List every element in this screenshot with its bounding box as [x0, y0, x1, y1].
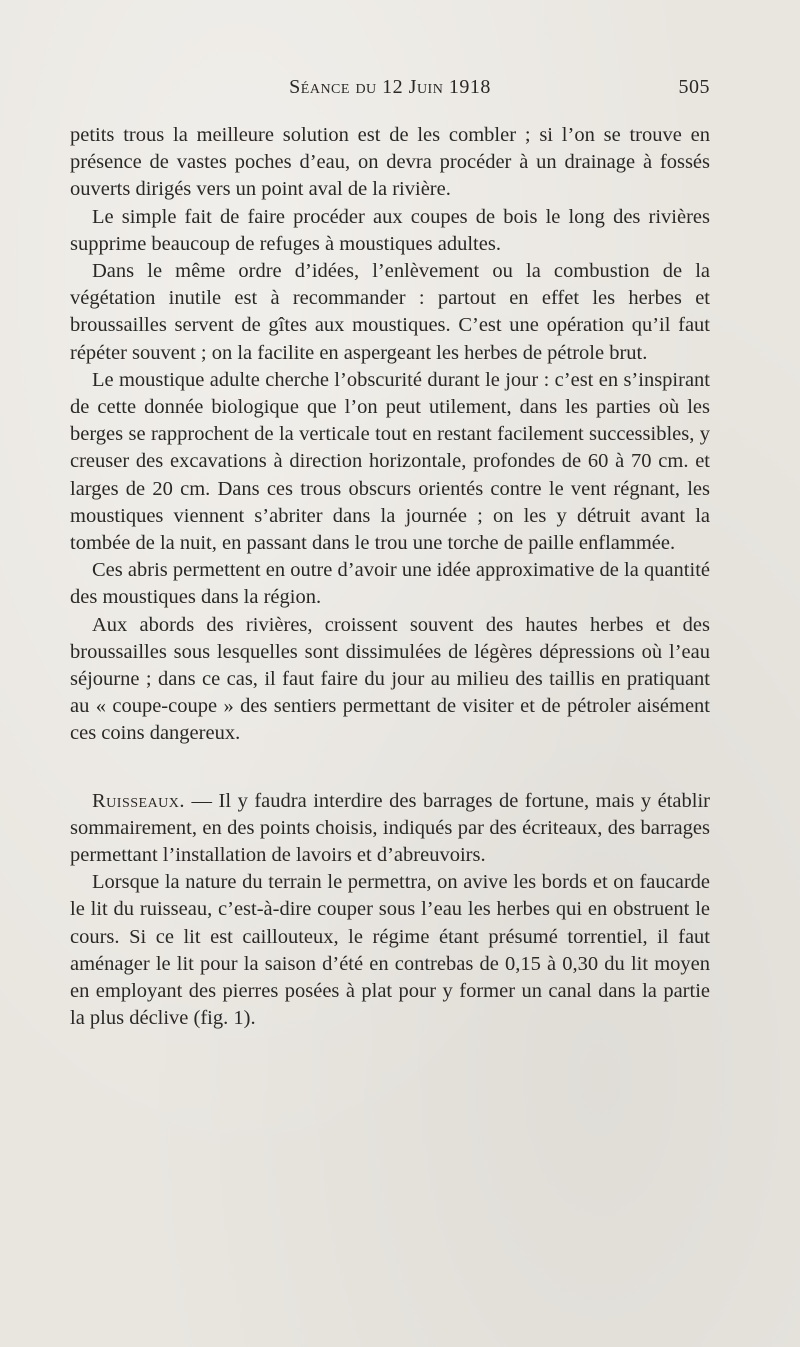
- section-heading-ruisseaux: Ruisseaux.: [92, 789, 186, 812]
- paragraph-7-text: — Il y faudra interdire des barrages de fortune, mais y établir sommairement, en des points choisis, indiqués par des écriteaux, des barrages permettant l’installation de lavoirs et d’abreuvoirs.: [70, 789, 710, 867]
- paragraph-ruisseaux: [70, 788, 710, 870]
- paragraph-8: Lorsque la nature du terrain le permettra, on avive les bords et on faucarde le lit du ruisseau, c’est-à-dire couper sous l’eau les herbes qui en obstruent le cours. Si ce lit est caillouteux, le régime étant présumé torrentiel, il faut aménager le lit pour la saison d’été en contrebas de 0,15 à 0,30 du lit moyen en employant des pierres posées à plat pour y former un canal dans la partie la plus déclive (fig. 1).: [70, 871, 710, 1030]
- paragraph-6: Aux abords des rivières, croissent souvent des hautes herbes et des broussailles sous lesquelles sont dissimulées de légères dépressions où l’eau séjourne ; dans ce cas, il faut faire du jour au milieu des taillis en pratiquant au « coupe-coupe » des sentiers permettant de visiter et de pétroler aisément ces coins dangereux.: [70, 613, 710, 745]
- paragraph-2: Le simple fait de faire procéder aux coupes de bois le long des rivières supprime beaucoup de refuges à moustiques adultes.: [70, 205, 710, 255]
- paragraph-1: petits trous la meilleure solution est de les combler ; si l’on se trouve en présence de vastes poches d’eau, on devra procéder à un drainage à fossés ouverts dirigés vers un point aval de la rivière.: [70, 124, 710, 201]
- running-title: Séance du 12 Juin 1918: [289, 76, 491, 98]
- running-head: [70, 76, 710, 106]
- paragraph-5: Ces abris permettent en outre d’avoir une idée approximative de la quantité des moustiques dans la région.: [70, 559, 710, 609]
- paragraph-4: Le moustique adulte cherche l’obscurité durant le jour : c’est en s’inspirant de cette donnée biologique que l’on peut utilement, dans les parties où les berges se rapprochent de la verticale tout en restant facilement successibles, y creuser des excavations à direction horizontale, profondes de 60 à 70 cm. et larges de 20 cm. Dans ces trous obscurs orientés contre le vent régnant, les moustiques viennent s’abriter dans la journée ; on les y détruit avant la tombée de la nuit, en passant dans le trou une torche de paille enflammée.: [70, 368, 710, 555]
- body-text: [70, 122, 710, 1033]
- page-number: 505: [678, 76, 710, 98]
- paragraph-3: Dans le même ordre d’idées, l’enlèvement ou la combustion de la végétation inutile est à recommander : partout en effet les herbes et broussailles servent de gîtes aux moustiques. C’est une opération qu’il faut répéter souvent ; on la facilite en aspergeant les herbes de pétrole brut.: [70, 260, 710, 364]
